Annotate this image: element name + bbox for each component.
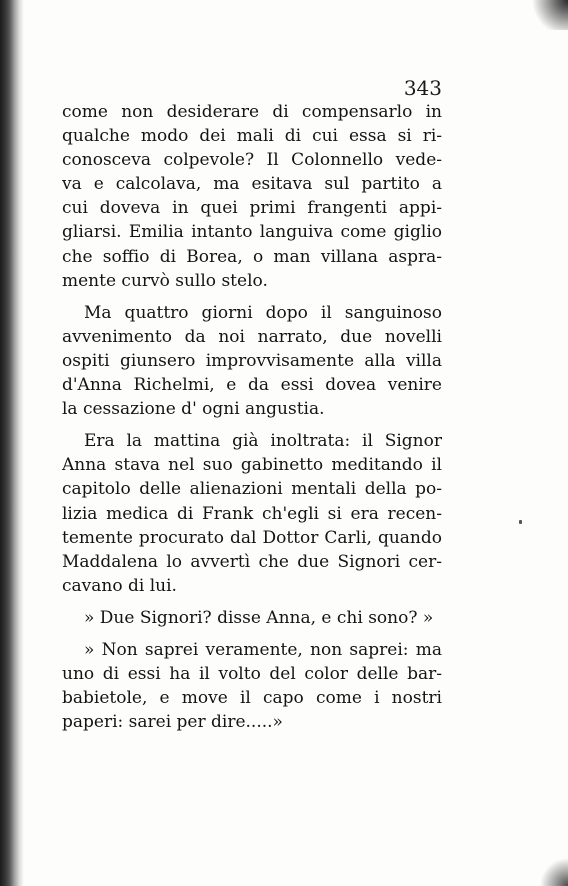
body-text: [62, 100, 442, 734]
corner-shadow-top: [528, 0, 568, 30]
text-line: gliarsi. Emilia intanto languiva come giglio: [62, 222, 442, 243]
text-line: mente curvò sullo stelo.: [62, 270, 268, 291]
text-line: » Due Signori? disse Anna, e chi sono? »: [84, 607, 434, 628]
text-line: che soffio di Borea, o man villana aspra-: [62, 246, 442, 267]
page-number: 343: [403, 76, 442, 100]
binding-shadow: [0, 0, 24, 886]
text-line: cui doveva in quei primi frangenti appi-: [62, 198, 442, 219]
paragraph-gap: [62, 421, 442, 429]
text-line: capitolo delle alienazioni mentali della po-: [62, 479, 442, 500]
paragraph: [62, 429, 442, 598]
text-line: avvenimento da noi narrato, due novelli: [62, 326, 442, 347]
text-line: paperi: sarei per dire.....»: [62, 712, 283, 733]
paragraph: [62, 100, 442, 293]
text-line: temente procurato dal Dottor Carli, quando: [62, 527, 442, 548]
text-line: lizia medica di Frank ch'egli si era recen-: [62, 503, 442, 524]
text-line: come non desiderare di compensarlo in: [62, 102, 442, 122]
text-line: Era la mattina già inoltrata: il Signor: [84, 431, 442, 452]
paragraph-gap: [62, 630, 442, 638]
text-line: conosceva colpevole? Il Colonnello vede-: [62, 150, 442, 171]
text-line: la cessazione d' ogni angustia.: [62, 399, 325, 420]
corner-shadow-bottom: [538, 846, 568, 886]
ink-speck: [519, 520, 522, 524]
text-line: babietole, e move il capo come i nostri: [62, 688, 442, 709]
text-line: » Non saprei veramente, non saprei: ma: [84, 639, 442, 660]
paragraph: [62, 638, 442, 734]
text-line: Ma quattro giorni dopo il sanguinoso: [84, 302, 442, 323]
paragraph: [62, 301, 442, 421]
text-line: ospiti giunsero improvvisamente alla villa: [62, 350, 442, 371]
text-line: Anna stava nel suo gabinetto meditando il: [62, 455, 442, 476]
text-line: Maddalena lo avvertì che due Signori cer-: [62, 551, 442, 572]
text-line: cavano di lui.: [62, 575, 177, 596]
text-line: va e calcolava, ma esitava sul partito a: [62, 174, 442, 195]
paragraph: [62, 606, 442, 630]
text-line: qualche modo dei mali di cui essa si ri-: [62, 126, 442, 147]
text-line: d'Anna Richelmi, e da essi dovea venire: [62, 375, 442, 396]
paragraph-gap: [62, 598, 442, 606]
paragraph-gap: [62, 293, 442, 301]
text-line: uno di essi ha il volto del color delle bar-: [62, 664, 442, 685]
